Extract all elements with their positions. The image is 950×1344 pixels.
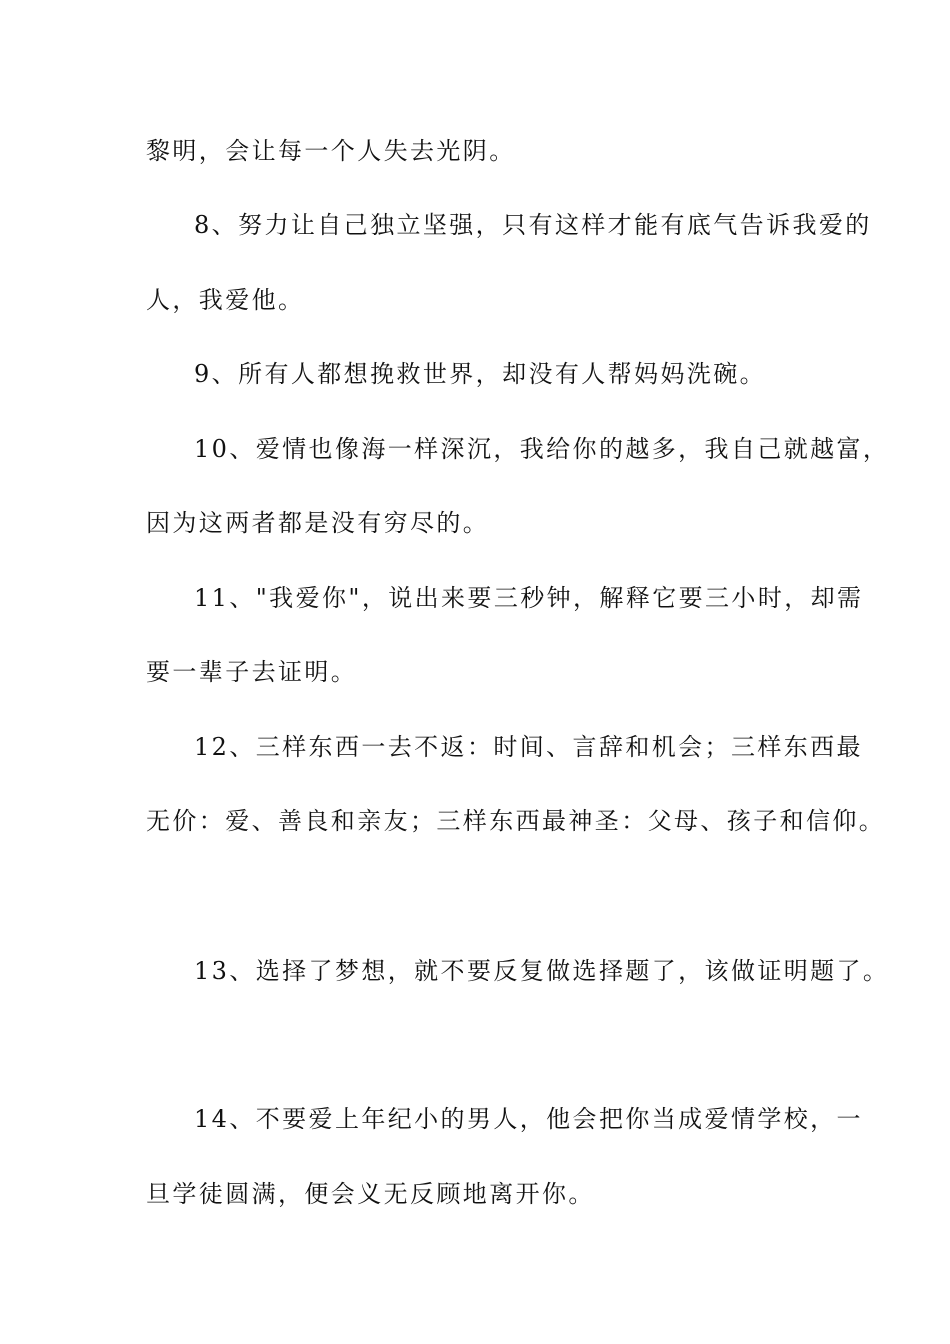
text-line-10: 无价：爱、善良和亲友；三样东西最神圣：父母、孩子和信仰。: [146, 807, 886, 835]
text-line-9: 12、三样东西一去不返：时间、言辞和机会；三样东西最: [194, 733, 863, 761]
text-line-13: 旦学徒圆满，便会义无反顾地离开你。: [146, 1180, 595, 1208]
text-line-5: 10、爱情也像海一样深沉，我给你的越多，我自己就越富，: [194, 435, 890, 463]
text-line-11: 13、选择了梦想，就不要反复做选择题了，该做证明题了。: [194, 957, 890, 985]
text-line-6: 因为这两者都是没有穷尽的。: [146, 509, 490, 537]
text-line-8: 要一辈子去证明。: [146, 658, 358, 686]
text-line-4: 9、所有人都想挽救世界，却没有人帮妈妈洗碗。: [194, 360, 767, 388]
text-line-1: 黎明，会让每一个人失去光阴。: [146, 137, 516, 165]
text-line-7: 11、"我爱你"，说出来要三秒钟，解释它要三小时，却需: [194, 584, 864, 612]
text-line-2: 8、努力让自己独立坚强，只有这样才能有底气告诉我爱的: [194, 211, 872, 239]
text-line-12: 14、不要爱上年纪小的男人，他会把你当成爱情学校，一: [194, 1105, 863, 1133]
text-line-3: 人，我爱他。: [146, 286, 305, 314]
